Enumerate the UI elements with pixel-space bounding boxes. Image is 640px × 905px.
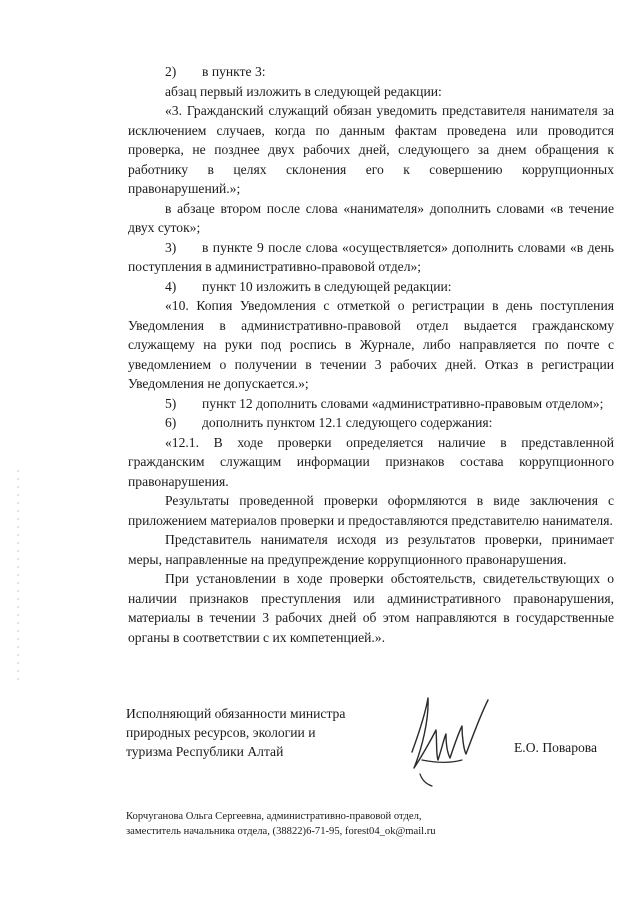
paragraph: Представитель нанимателя исходя из результатов проверки, принимает меры, направленные на предупреждение коррупционного правонарушения. — [128, 532, 614, 567]
list-item-4 — [128, 277, 614, 297]
paragraph: При установлении в ходе проверки обстоятельств, свидетельствующих о наличии признаков преступления или административного правонарушения, материалы в течении 3 рабочих дней об этом направляются в государственные органы в соответствии с их компетенцией.». — [128, 571, 614, 645]
item-text: пункт 12 дополнить словами «административно-правовым отделом»; — [202, 395, 604, 411]
signatory-name: Е.О. Поварова — [514, 740, 598, 755]
list-item-5 — [128, 394, 614, 414]
item-text: дополнить пунктом 12.1 следующего содержания: — [202, 415, 493, 430]
quoted-paragraph: «10. Копия Уведомления с отметкой о регистрации в день поступления Уведомления в административно-правовой отдел выдается гражданскому служащему на руки под роспись в Журнале, либо направляется по почте с уведомлением о получении в течении 3 рабочих дней. Отказ в регистрации Уведомления не допускается.»; — [128, 298, 614, 391]
footer-line: заместитель начальника отдела, (38822)6-71-95, forest04_ok@mail.ru — [126, 826, 436, 837]
quoted-paragraph: «12.1. В ходе проверки определяется наличие в представленной гражданским служащим информации признаков состава коррупционного правонарушения. — [128, 434, 614, 489]
position-line: туризма Республики Алтай — [126, 744, 284, 759]
item-number: 6) — [165, 415, 177, 430]
scan-margin-dots — [17, 470, 19, 680]
position-line: природных ресурсов, экологии и — [126, 725, 316, 740]
item-text: пункт 10 изложить в следующей редакции: — [202, 278, 452, 294]
paragraph: в абзаце втором после слова «нанимателя» дополнить словами «в течение двух суток»; — [128, 200, 614, 235]
handwritten-signature — [392, 690, 502, 790]
item-text: в пункте 9 после слова «осуществляется» дополнить словами «в день поступления в административно-правовой отдел»; — [128, 239, 614, 274]
signatory-position — [126, 704, 386, 761]
paragraph: абзац первый изложить в следующей редакции: — [165, 83, 442, 99]
position-line: Исполняющий обязанности министра — [126, 706, 346, 721]
executor-footer — [126, 809, 546, 839]
paragraph: Результаты проведенной проверки оформляются в виде заключения с приложением материалов проверки и предоставляются представителю нанимателя. — [128, 493, 614, 528]
item-number: 4) — [165, 278, 177, 294]
item-number: 3) — [165, 239, 177, 255]
quoted-paragraph: «3. Гражданский служащий обязан уведомить представителя нанимателя за исключением случаев, когда по данным фактам проведена или проводится проверка, не позднее двух рабочих дней, следующего за днем обращения к работнику в целях склонения его к совершению коррупционных правонарушений.»; — [128, 103, 614, 196]
document-body — [128, 62, 614, 647]
item-number: 5) — [165, 395, 177, 411]
list-item-6 — [128, 413, 614, 433]
footer-line: Корчуганова Ольга Сергеевна, административно-правовой отдел, — [126, 811, 422, 822]
list-item-2 — [128, 62, 614, 82]
item-number: 2) — [165, 64, 177, 79]
item-text: в пункте 3: — [202, 64, 266, 79]
list-item-3 — [128, 238, 614, 277]
